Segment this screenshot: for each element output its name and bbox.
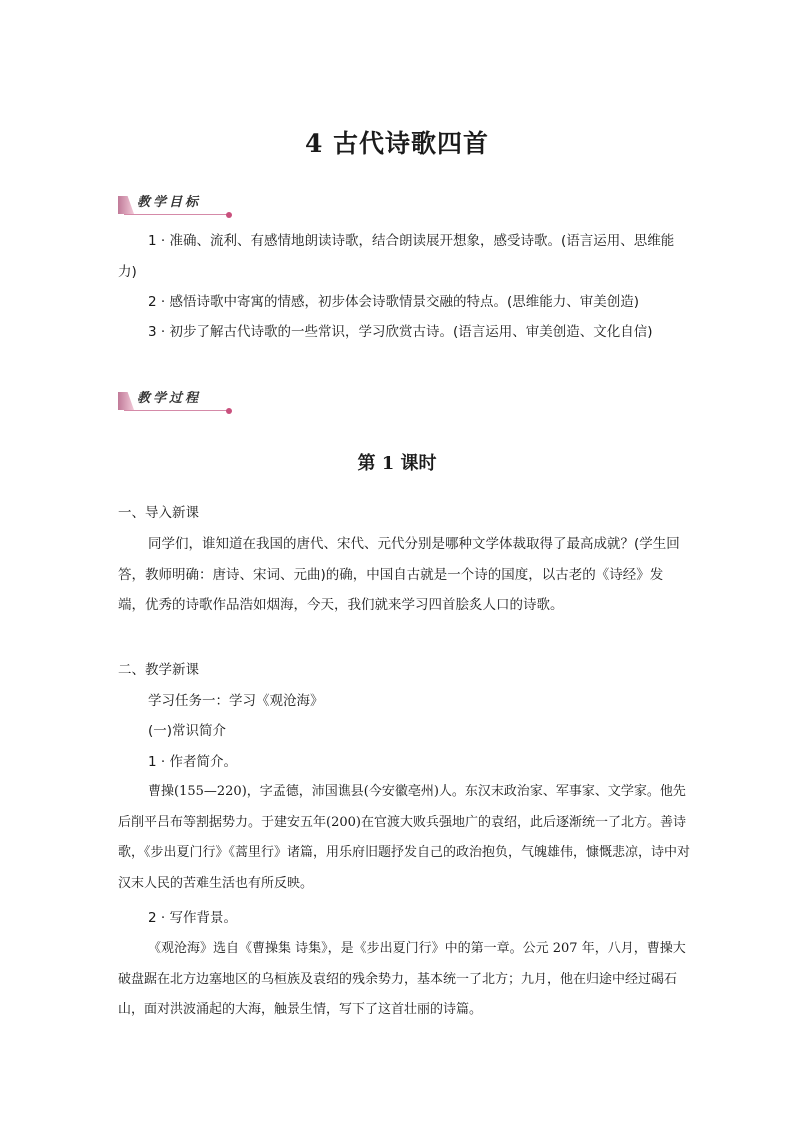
task1-heading: 学习任务一：学习《观沧海》 bbox=[148, 693, 324, 709]
section-heading-label: 教学过程 bbox=[137, 391, 202, 406]
page-title: 4 古代诗歌四首 bbox=[304, 129, 490, 158]
part2-heading: 二、教学新课 bbox=[118, 662, 199, 678]
background-text: 《观沧海》选自《曹操集 诗集》，是《步出夏门行》中的第一章。公元 207 年，八月，曹操大破盘踞在北方边塞地区的乌桓族及袁绍的残余势力，基本统一了北方；九月，他在归途中经过碣石山，面对洪波涌起的大海，触景生情，写下了这首壮丽的诗篇。 bbox=[118, 941, 686, 1017]
heading-accent-icon bbox=[118, 392, 134, 410]
part1-heading: 一、导入新课 bbox=[118, 505, 199, 521]
heading-accent-icon bbox=[118, 196, 134, 214]
author-text: 曹操(155—220)，字孟德，沛国谯县(今安徽亳州)人。东汉末政治家、军事家、文学家。他先后削平吕布等割据势力。于建安五年(200)在官渡大败兵强地广的袁绍，此后逐渐统一了北方。善诗歌，《步出夏门行》《蒿里行》诸篇，用乐府旧题抒发自己的政治抱负，气魄雄伟，慷慨悲凉，诗中对汉末人民的苦难生活也有所反映。 bbox=[118, 784, 691, 891]
section-heading-label: 教学目标 bbox=[137, 195, 202, 210]
background-heading: 2 · 写作背景。 bbox=[148, 910, 237, 926]
objective-item-2: 2 · 感悟诗歌中寄寓的情感，初步体会诗歌情景交融的特点。(思维能力、审美创造) bbox=[148, 294, 639, 310]
lesson-title: 第 1 课时 bbox=[357, 453, 437, 474]
heading-underline bbox=[124, 214, 228, 215]
part1-text: 同学们，谁知道在我国的唐代、宋代、元代分别是哪种文学体裁取得了最高成就？(学生回答，教师明确：唐诗、宋词、元曲)的确，中国自古就是一个诗的国度，以古老的《诗经》发端，优秀的诗歌作品浩如烟海，今天，我们就来学习四首脍炙人口的诗歌。 bbox=[118, 536, 680, 613]
heading-underline bbox=[124, 410, 228, 411]
section-heading-objectives bbox=[118, 194, 236, 218]
subsection-heading: (一)常识简介 bbox=[148, 723, 227, 739]
objective-item-3: 3 · 初步了解古代诗歌的一些常识，学习欣赏古诗。(语言运用、审美创造、文化自信) bbox=[148, 324, 653, 340]
heading-dot-icon bbox=[226, 212, 232, 218]
section-heading-process bbox=[118, 390, 236, 414]
author-heading: 1 · 作者简介。 bbox=[148, 754, 237, 770]
heading-dot-icon bbox=[226, 408, 232, 414]
objective-item-1: 1 · 准确、流利、有感情地朗读诗歌，结合朗读展开想象，感受诗歌。(语言运用、思维能力) bbox=[118, 233, 675, 280]
